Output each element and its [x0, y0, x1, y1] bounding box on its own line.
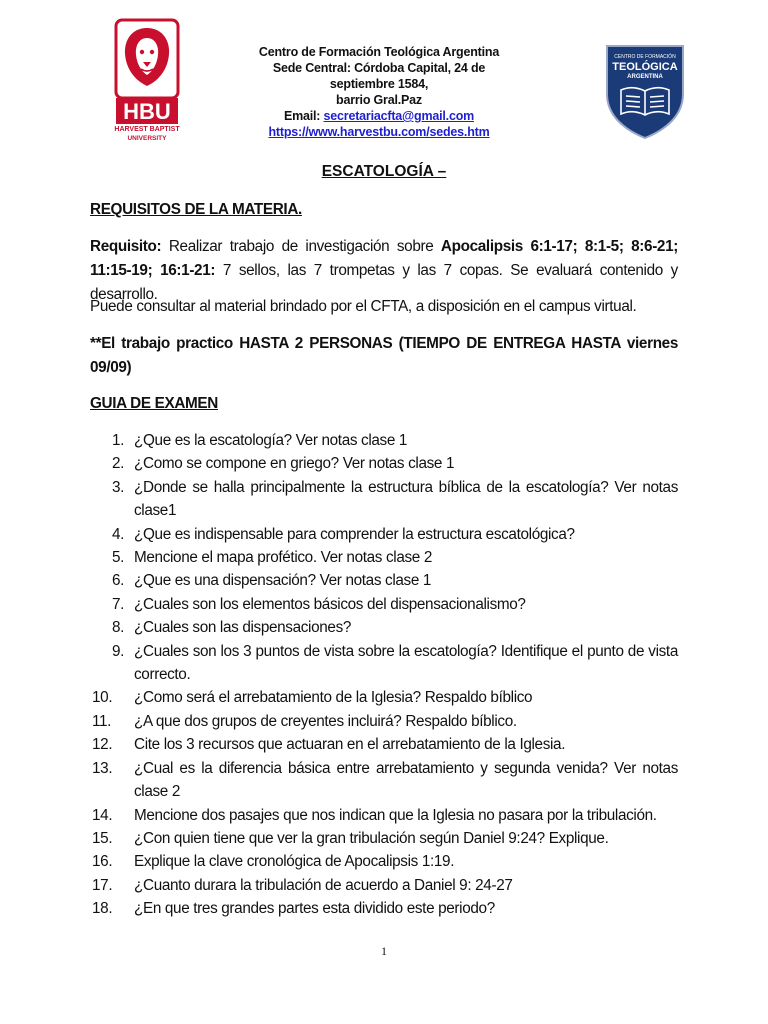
question-number: 4.	[112, 525, 125, 543]
question-item	[90, 733, 678, 756]
email-link[interactable]: secretariacfta@gmail.com	[323, 109, 475, 123]
question-number: 11.	[92, 712, 112, 730]
question-text: ¿A que dos grupos de creyentes incluirá? Respaldo bíblico.	[134, 712, 517, 730]
hbu-logo-subtitle-1: HARVEST BAPTIST	[114, 126, 180, 133]
question-number: 14.	[92, 806, 113, 824]
consult-paragraph: Puede consultar al material brindado por el CFTA, a disposición en el campus virtual.	[90, 298, 637, 315]
shield-top-text: CENTRO DE FORMACIÓN	[614, 54, 676, 60]
question-number: 9.	[112, 642, 125, 660]
document-title: ESCATOLOGÍA –	[321, 163, 447, 180]
exam-guide-heading: GUIA DE EXAMEN	[90, 395, 218, 412]
question-text: ¿Cual es la diferencia básica entre arrebatamiento y segunda venida? Ver notas clase 2	[134, 759, 678, 801]
question-number: 18.	[92, 900, 113, 918]
question-number: 5.	[112, 549, 125, 567]
website-link[interactable]: https://www.harvestbu.com/sedes.htm	[268, 125, 490, 139]
question-item	[90, 616, 678, 639]
question-text: ¿Cuales son los 3 puntos de vista sobre la escatología? Identifique el punto de vista correcto.	[134, 642, 678, 684]
cfta-shield-logo	[603, 42, 687, 140]
question-number: 15.	[92, 829, 113, 847]
question-text: ¿Cuales son los elementos básicos del dispensacionalismo?	[134, 595, 526, 613]
question-text: ¿Como será el arrebatamiento de la Iglesia? Respaldo bíblico	[134, 689, 533, 707]
question-number: 17.	[92, 876, 113, 894]
question-item	[90, 897, 678, 920]
institution-address: Sede Central: Córdoba Capital, 24 de septiembre 1584,	[272, 61, 486, 91]
question-item	[90, 804, 678, 827]
question-number: 8.	[112, 619, 125, 637]
question-text: ¿En que tres grandes partes esta dividido este periodo?	[134, 900, 495, 918]
question-text: ¿Como se compone en griego? Ver notas clase 1	[134, 455, 455, 473]
hbu-logo-subtitle-2: UNIVERSITY	[127, 135, 167, 142]
question-text: ¿Con quien tiene que ver la gran tribulación según Daniel 9:24? Explique.	[134, 829, 609, 847]
institution-header	[240, 44, 518, 140]
question-text: Mencione dos pasajes que nos indican que la Iglesia no pasara por la tribulación.	[134, 806, 657, 824]
question-item	[90, 546, 678, 569]
question-number: 13.	[92, 759, 113, 777]
hbu-logo-letters: HBU	[123, 99, 171, 124]
question-item	[90, 686, 678, 709]
institution-name: Centro de Formación Teológica Argentina	[258, 45, 500, 59]
practical-work-note: **El trabajo practico HASTA 2 PERSONAS (TIEMPO DE ENTREGA HASTA viernes 09/09)	[90, 335, 678, 376]
question-text: ¿Que es indispensable para comprender la estructura escatológica?	[134, 525, 575, 543]
question-item	[90, 827, 678, 850]
page-number: 1	[381, 944, 387, 958]
question-number: 1.	[112, 432, 125, 449]
question-item	[90, 850, 678, 873]
question-number: 10.	[92, 689, 113, 707]
question-item	[90, 757, 678, 804]
shield-word-2: ARGENTINA	[627, 74, 663, 80]
requirement-text-2: 7 sellos, las 7 trompetas y las 7 copas. Se evaluará contenido y desarrollo.	[90, 262, 678, 303]
question-text: ¿Que es la escatología? Ver notas clase 1	[134, 432, 408, 449]
question-item	[90, 710, 678, 733]
question-text: Cite los 3 recursos que actuaran en el arrebatamiento de la Iglesia.	[134, 736, 566, 754]
question-number: 7.	[112, 595, 125, 613]
requirement-label: Requisito:	[90, 238, 162, 255]
email-line	[240, 108, 518, 124]
question-item	[90, 874, 678, 897]
question-item	[90, 429, 678, 452]
question-item	[90, 476, 678, 523]
question-text: ¿Cuanto durara la tribulación de acuerdo a Daniel 9: 24-27	[134, 876, 513, 894]
question-number: 6.	[112, 572, 125, 590]
question-number: 2.	[112, 455, 125, 473]
requirement-references: Apocalipsis 6:1-17; 8:1-5; 8:6-21; 11:15-19; 16:1-21:	[90, 238, 678, 279]
question-text: ¿Que es una dispensación? Ver notas clase 1	[134, 572, 432, 590]
question-item	[90, 640, 678, 687]
exam-question-list	[90, 429, 678, 921]
question-item	[90, 452, 678, 475]
hbu-logo	[110, 18, 184, 144]
requirement-text-1: Realizar trabajo de investigación sobre	[161, 238, 441, 255]
question-item	[90, 523, 678, 546]
shield-word-1: TEOLÓGICA	[612, 61, 678, 73]
email-label: Email:	[283, 109, 324, 123]
requirements-heading: REQUISITOS DE LA MATERIA.	[90, 201, 302, 218]
institution-neighborhood: barrio Gral.Paz	[336, 93, 422, 107]
question-text: Explique la clave cronológica de Apocalipsis 1:19.	[134, 853, 455, 871]
question-number: 16.	[92, 853, 113, 871]
question-number: 3.	[112, 478, 125, 496]
question-item	[90, 593, 678, 616]
question-text: Mencione el mapa profético. Ver notas clase 2	[134, 549, 433, 567]
question-text: ¿Cuales son las dispensaciones?	[134, 619, 352, 637]
question-item	[90, 569, 678, 592]
question-number: 12.	[92, 736, 113, 754]
question-text: ¿Donde se halla principalmente la estructura bíblica de la escatología? Ver notas clase1	[134, 478, 678, 520]
